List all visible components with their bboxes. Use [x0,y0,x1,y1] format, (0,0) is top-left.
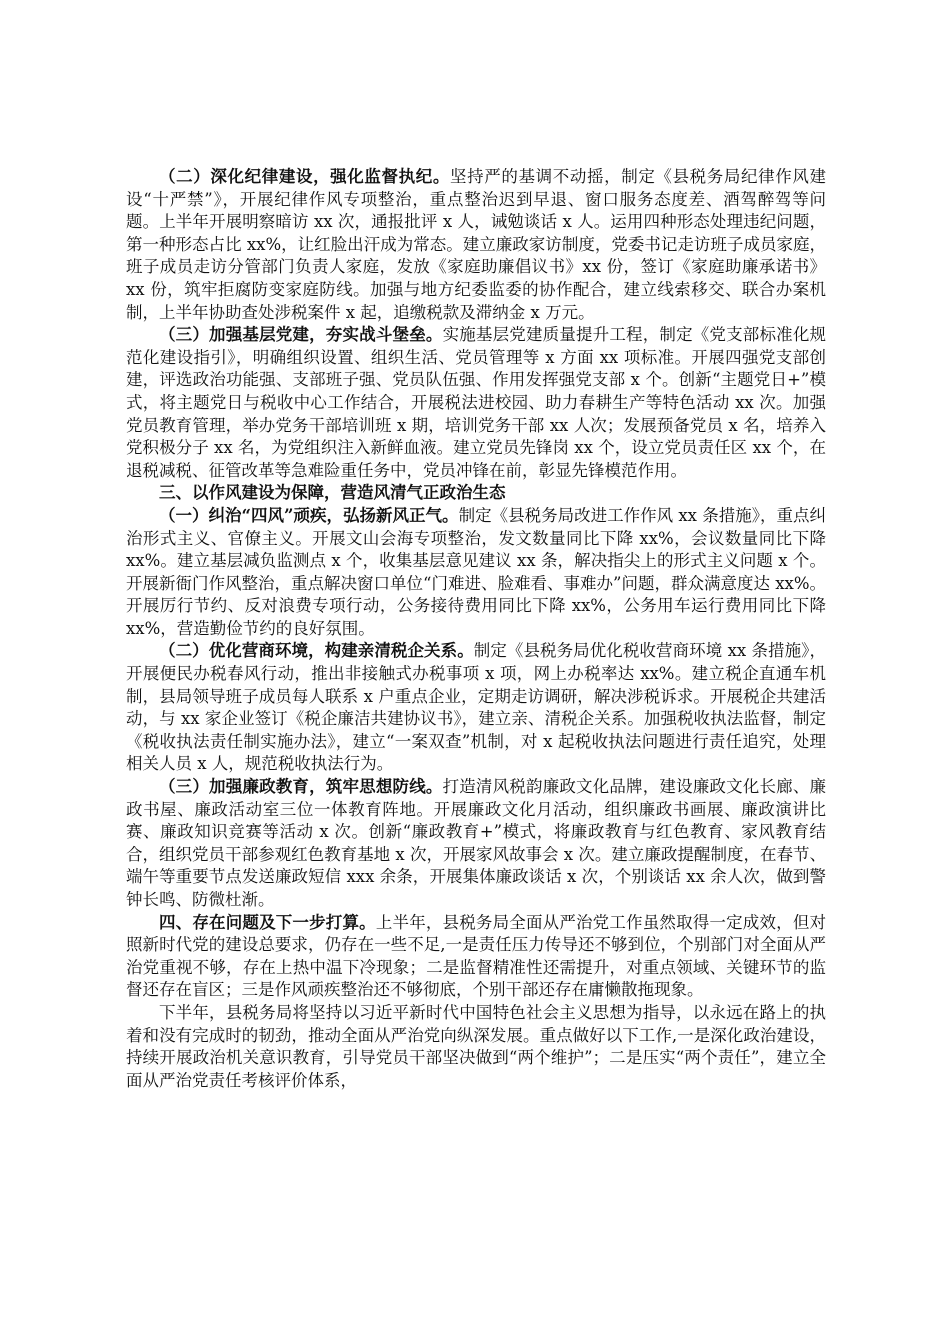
paragraph-lead: （三）加强廉政教育，筑牢思想防线。 [159,777,443,797]
document-body [126,166,826,1092]
paragraph-four-winds [126,505,826,641]
paragraph-lead: （一）纠治“四风”顽疾，弘扬新风正气。 [159,505,459,525]
paragraph-lead: （三）加强基层党建，夯实战斗堡垒。 [159,325,443,345]
paragraph-lead: （二）优化营商环境，构建亲清税企关系。 [159,641,474,661]
paragraph-text: 坚持严的基调不动摇，制定《县税务局纪律作风建设“十严禁”》，开展纪律作风专项整治，重点整治迟到早退、窗口服务态度差、酒驾醉驾等问题。上半年开展明察暗访 xx 次，通报批评 x 人，诫勉谈话 x 人。运用四种形态处理违纪问题，第一种形态占比 xx%，让红脸出汗成为常态。建立廉政家访制度，党委书记走访班子成员家庭，班子成员走访分管部门负责人家庭，发放《家庭助廉倡议书》xx 份，签订《家庭助廉承诺书》xx 份，筑牢拒腐防变家庭防线。加强与地方纪委监委的协作配合，建立线索移交、联合办案机制，上半年协助查处涉税案件 x 起，追缴税款及滞纳金 x 万元。 [126,167,827,322]
section-heading-3: 三、以作风建设为保障，营造风清气正政治生态 [159,483,506,503]
paragraph-text: 上半年，县税务局全面从严治党工作虽然取得一定成效，但对照新时代党的建设总要求，仍存在一些不足,一是责任压力传导还不够到位，个别部门对全面从严治党重视不够，存在上热中温下冷现象；二是监督精准性还需提升，对重点领域、关键环节的监督还存在盲区；三是作风顽疾整治还不够彻底，个别干部还存在庸懒散拖现象。 [126,912,827,1000]
paragraph-problems-next-steps [126,912,826,1002]
paragraph-discipline-building [126,166,826,324]
paragraph-text: 下半年，县税务局将坚持以习近平新时代中国特色社会主义思想为指导，以永远在路上的执着和没有完成时的韧劲，推动全面从严治党向纵深发展。重点做好以下工作,一是深化政治建设，持续开展政治机关意识教育，引导党员干部坚决做到“两个维护”；二是压实“两个责任”，建立全面从严治党责任考核评价体系， [126,1002,826,1090]
paragraph-text: 打造清风税韵廉政文化品牌，建设廉政文化长廊、廉政书屋、廉政活动室三位一体教育阵地。开展廉政文化月活动，组织廉政书画展、廉政演讲比赛、廉政知识竞赛等活动 x 次。创新“廉政教育+”模式，将廉政教育与红色教育、家风教育结合，组织党员干部参观红色教育基地 x 次，开展家风故事会 x 次。建立廉政提醒制度，在春节、端午等重要节点发送廉政短信 xxx 余条，开展集体廉政谈话 x 次，个别谈话 xx 余人次，做到警钟长鸣、防微杜渐。 [126,777,827,909]
paragraph-integrity-education [126,776,826,912]
paragraph-text: 实施基层党建质量提升工程，制定《党支部标准化规范化建设指引》，明确组织设置、组织生活、党员管理等 x 方面 xx 项标准。开展四强党支部创建，评选政治功能强、支部班子强、党员队伍强、作用发挥强党支部 x 个。创新“主题党日+”模式，将主题党日与税收中心工作结合，开展税法进校园、助力春耕生产等特色活动 xx 次。加强党员教育管理，举办党务干部培训班 x 期，培训党务干部 xx 人次；发展预备党员 x 名，培养入党积极分子 xx 名，为党组织注入新鲜血液。建立党员先锋岗 xx 个，设立党员责任区 xx 个，在退税减税、征管改革等急难险重任务中，党员冲锋在前，彰显先锋模范作用。 [126,325,827,480]
paragraph-second-half-plan [126,1002,826,1092]
paragraph-text: 制定《县税务局优化税收营商环境 xx 条措施》，开展便民办税春风行动，推出非接触式办税事项 x 项，网上办税率达 xx%。建立税企直通车机制，县局领导班子成员每人联系 x 户重点企业，定期走访调研，解决涉税诉求。开展税企共建活动，与 xx 家企业签订《税企廉洁共建协议书》，建立亲、清税企关系。加强税收执法监督，制定《税收执法责任制实施办法》，建立“一案双查”机制，对 x 起税收执法问题进行责任追究，处理相关人员 x 人，规范税收执法行为。 [126,641,827,774]
paragraph-business-environment [126,640,826,776]
paragraph-lead: 四、存在问题及下一步打算。 [159,912,376,932]
paragraph-lead: （二）深化纪律建设，强化监督执纪。 [159,167,451,186]
paragraph-text: 制定《县税务局改进工作作风 xx 条措施》，重点纠治形式主义、官僚主义。开展文山会海专项整治，发文数量同比下降 xx%，会议数量同比下降 xx%。建立基层减负监测点 x 个，收集基层意见建议 xx 条，解决指尖上的形式主义问题 x 个。开展新衙门作风整治，重点解决窗口单位“门难进、脸难看、事难办”问题，群众满意度达 xx%。开展厉行节约、反对浪费专项行动，公务接待费用同比下降 xx%，公务用车运行费用同比下降 xx%，营造勤俭节约的良好氛围。 [126,505,826,638]
paragraph-grassroots-party-building [126,324,826,482]
